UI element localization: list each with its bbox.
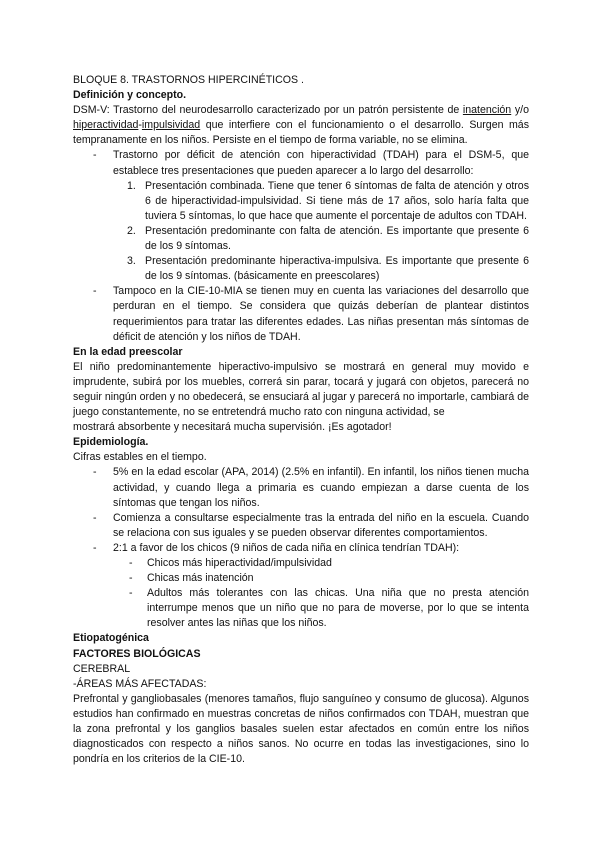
sublist-item-1 [73,556,529,571]
epidemiologia-heading: Epidemiología. [73,436,149,449]
list-number: 1. [127,179,136,192]
term-dash: - [138,119,142,132]
list-item-cie [73,284,529,344]
list-item-epi-3 [73,541,529,556]
document-page [73,73,529,767]
list-item-epi-1 [73,465,529,510]
list-dash: - [93,466,97,479]
list-item-presentation-1 [73,179,529,224]
epi-item-text: 5% en la edad escolar (APA, 2014) (2.5% en infantil). En infantil, los niños tienen mucha actividad, y cuando llega a primaria es cuando empiezan a darse cuenta de los síntomas que tengan los niños. [113,466,529,509]
list-item-epi-2 [73,511,529,541]
term-hiperactividad: hiperactividad [73,119,139,132]
presentation-text: Presentación predominante con falta de atención. Es importante que presente 6 de los 9 síntomas. [145,224,529,253]
list-dash: - [93,511,97,524]
factores-heading: FACTORES BIOLÓGICAS [73,647,201,660]
sublist-text: Chicos más hiperactividad/impulsividad [147,557,332,569]
definition-heading: Definición y concepto. [73,89,187,102]
cie-text: Tampoco en la CIE-10-MIA se tienen muy en cuenta las variaciones del desarrollo que perduran en el tiempo. Se considera que quizás deberían de plantear distintos requerimientos para tratar las diferentes edades. Las niñas presentan más síntomas de déficit de atención y los niños de TDAH. [113,285,529,343]
dsm-paragraph [73,103,529,148]
preescolar-paragraph: El niño predominantemente hiperactivo-impulsivo se mostrará en general muy movido e imprudente, subirá por los muebles, correrá sin parar, tocará y jugará con objetos, parecerá no seguir ningún orden y no obedecerá, se ensuciará al jugar y parecerá no importarle, cambiará de juego constantemente, no se entretendrá mucho rato con ninguna actividad, se [73,360,529,419]
epi-item-text: 2:1 a favor de los chicos (9 niños de cada niña en clínica tendrían TDAH): [113,541,460,554]
preescolar-last-line: mostrará absorbente y necesitará mucha supervisión. ¡Es agotador! [73,421,392,434]
term-yo: y/o [514,104,529,117]
list-number: 2. [127,224,136,237]
areas-paragraph: Prefrontal y gangliobasales (menores tamaños, flujo sanguíneo y consumo de glucosa). Algunos estudios han confirmado en muestras concretas de niños confirmados con TDAH, muestran que la zona prefrontal y los ganglios basales suelen estar afectados en común entre los niños diagnosticados con respecto a niños sanos. No ocurre en todas las investigaciones, sino lo pondría en los criterios de la CIE-10. [73,692,529,766]
sublist-item-3 [73,586,529,631]
list-dash: - [93,541,97,554]
term-inatencion: inatención [462,104,512,117]
sublist-item-2 [73,571,529,586]
list-dash: - [129,587,133,600]
dsm-suffix: que interfiere con el funcionamiento o el desarrollo. Surgen más tempranamente en los niños. Persiste en el tiempo de forma variable, no se elimina. [73,119,529,147]
sublist-text: Chicas más inatención [147,572,254,585]
presentation-text: Presentación predominante hiperactiva-impulsiva. Es importante que presente 6 de los 9 síntomas. (básicamente en preescolares) [145,255,529,283]
list-dash: - [129,557,133,569]
etiopatogenica-heading: Etiopatogénica [73,632,149,645]
cerebral-label: CEREBRAL [73,662,131,675]
list-number: 3. [127,255,136,268]
tdah-intro-text: Trastorno por déficit de atención con hiperactividad (TDAH) para el DSM-5, que establece tres presentaciones que pueden aparecer a lo largo del desarrollo: [113,149,529,177]
list-item-presentation-3 [73,254,529,284]
sublist-text: Adultos más tolerantes con las chicas. Una niña que no presta atención interrumpe menos que un niño que no para de moverse, por lo que se intenta resolver antes las niñas que los niños. [147,587,529,630]
list-item-presentation-2 [73,224,529,254]
list-item-tdah [73,148,529,178]
epi-item-text: Comienza a consultarse especialmente tras la entrada del niño en la escuela. Cuando se relaciona con sus iguales y se pueden observar diferentes comportamientos. [113,511,529,539]
presentation-text: Presentación combinada. Tiene que tener 6 síntomas de falta de atención y otros 6 de hiperactividad-impulsividad. Si tiene más de 17 años, solo haría falta que tuviera 5 síntomas, lo que hace que aumente el porcentaje de adultos con TDAH. [145,179,529,222]
dsm-prefix: DSM-V: Trastorno del neurodesarrollo caracterizado por un patrón persistente de [73,104,463,117]
list-dash: - [93,149,97,162]
term-impulsividad: impulsividad [141,119,201,132]
epidemiologia-text: Cifras estables en el tiempo. [73,451,207,464]
preescolar-heading: En la edad preescolar [73,345,183,358]
document-title: BLOQUE 8. TRASTORNOS HIPERCINÉTICOS . [73,74,304,86]
list-dash: - [129,572,133,585]
areas-label: -ÁREAS MÁS AFECTADAS: [73,677,207,690]
list-dash: - [93,285,97,298]
